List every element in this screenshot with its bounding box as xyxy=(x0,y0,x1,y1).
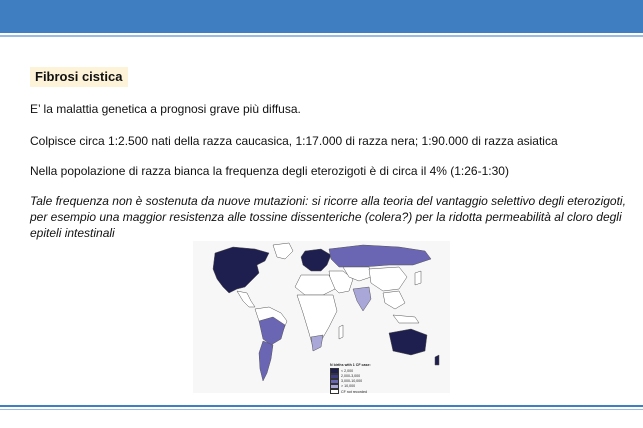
legend-label: > 10,000 xyxy=(341,384,356,389)
world-map xyxy=(193,241,450,393)
legend-item xyxy=(330,389,390,394)
region-japan xyxy=(415,271,421,285)
header-rule xyxy=(0,35,643,37)
legend-label: < 2,000 xyxy=(341,368,354,373)
legend-label: 3,000-10,000 xyxy=(341,379,363,384)
footer-rule-thin xyxy=(0,409,643,410)
legend-swatch xyxy=(330,389,339,394)
paragraph-1: E’ la malattia genetica a prognosi grave più diffusa. xyxy=(30,102,301,116)
footer-rule xyxy=(0,405,643,407)
paragraph-3: Nella popolazione di razza bianca la frequenza degli eterozigoti è di circa il 4% (1:26-1:30) xyxy=(30,164,509,178)
legend-label: 2,000-3,000 xyxy=(341,373,361,378)
map-legend xyxy=(330,363,390,394)
legend-label: CF not recorded xyxy=(341,389,367,394)
slide-title: Fibrosi cistica xyxy=(30,67,128,87)
paragraph-2: Colpisce circa 1:2.500 nati della razza caucasica, 1:17.000 di razza nera; 1:90.000 di razza asiatica xyxy=(30,134,558,148)
world-map-figure xyxy=(193,241,450,393)
region-new-zealand xyxy=(435,355,439,365)
legend-title: N births with 1 CF case: xyxy=(330,363,371,367)
region-madagascar xyxy=(339,325,343,339)
paragraph-4: Tale frequenza non è sostenuta da nuove mutazioni: si ricorre alla teoria del vantaggio selettivo degli eterozigoti, per esempio una maggior resistenza alle tossine dissenteriche (colera?) per la ridotta permeabilità al cloro degli epiteli intestinali xyxy=(30,194,626,240)
region-north-africa xyxy=(295,275,335,295)
header-bar xyxy=(0,0,643,33)
region-australia xyxy=(389,329,427,355)
